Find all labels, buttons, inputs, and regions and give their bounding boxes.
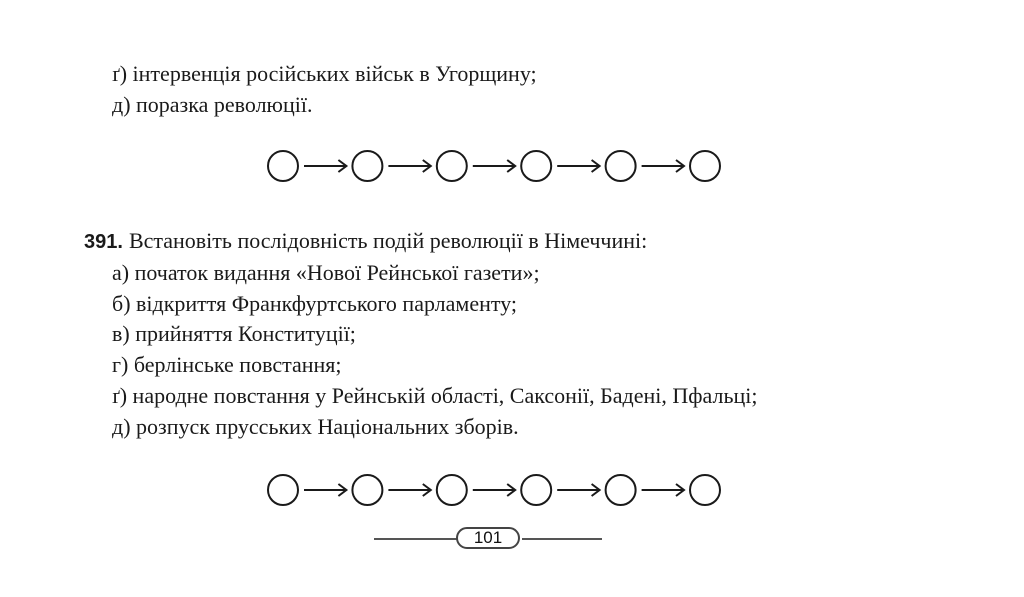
task-391-item-v: в) прийняття Конституції; xyxy=(112,321,356,346)
task-number: 391. xyxy=(84,231,123,253)
answer-circle[interactable] xyxy=(606,151,636,181)
task-391-item-d: д) розпуск прусських Національних зборів. xyxy=(112,414,519,439)
arrow-right-icon xyxy=(642,160,684,172)
answer-circle[interactable] xyxy=(268,475,298,505)
task-391-item-g: г) берлінське повстання; xyxy=(112,352,342,377)
task-391-item-a: а) початок видання «Нової Рейнської газети»; xyxy=(112,260,540,285)
answer-circle[interactable] xyxy=(521,475,551,505)
arrow-right-icon xyxy=(557,484,599,496)
answer-circle[interactable] xyxy=(437,151,467,181)
answer-sequence-chain-1 xyxy=(266,148,724,184)
arrow-right-icon xyxy=(388,160,430,172)
answer-chain-svg xyxy=(266,472,724,508)
task-391-item-g2: ґ) народне повстання у Рейнській області, Саксонії, Бадені, Пфальці; xyxy=(112,383,758,408)
prev-task-item-g2: ґ) інтервенція російських військ в Угорщину; xyxy=(112,61,537,86)
task-391-header xyxy=(84,227,647,256)
task-391-item-b: б) відкриття Франкфуртського парламенту; xyxy=(112,291,518,316)
answer-circle[interactable] xyxy=(268,151,298,181)
prev-task-item-d: д) поразка революції. xyxy=(112,92,313,117)
answer-circle[interactable] xyxy=(352,475,382,505)
arrow-right-icon xyxy=(557,160,599,172)
page-footer xyxy=(374,526,602,552)
page-number: 101 xyxy=(456,527,520,549)
arrow-right-icon xyxy=(304,160,346,172)
answer-circle[interactable] xyxy=(690,151,720,181)
answer-circle[interactable] xyxy=(690,475,720,505)
answer-sequence-chain-2 xyxy=(266,472,724,508)
arrow-right-icon xyxy=(642,484,684,496)
arrow-right-icon xyxy=(473,484,515,496)
task-prompt: Встановіть послідовність подій революції в Німеччині: xyxy=(128,228,648,253)
answer-circle[interactable] xyxy=(606,475,636,505)
answer-circle[interactable] xyxy=(352,151,382,181)
arrow-right-icon xyxy=(473,160,515,172)
footer-rule-right xyxy=(522,538,602,540)
arrow-right-icon xyxy=(388,484,430,496)
arrow-right-icon xyxy=(304,484,346,496)
answer-circle[interactable] xyxy=(521,151,551,181)
answer-chain-svg xyxy=(266,148,724,184)
footer-rule-left xyxy=(374,538,458,540)
answer-circle[interactable] xyxy=(437,475,467,505)
